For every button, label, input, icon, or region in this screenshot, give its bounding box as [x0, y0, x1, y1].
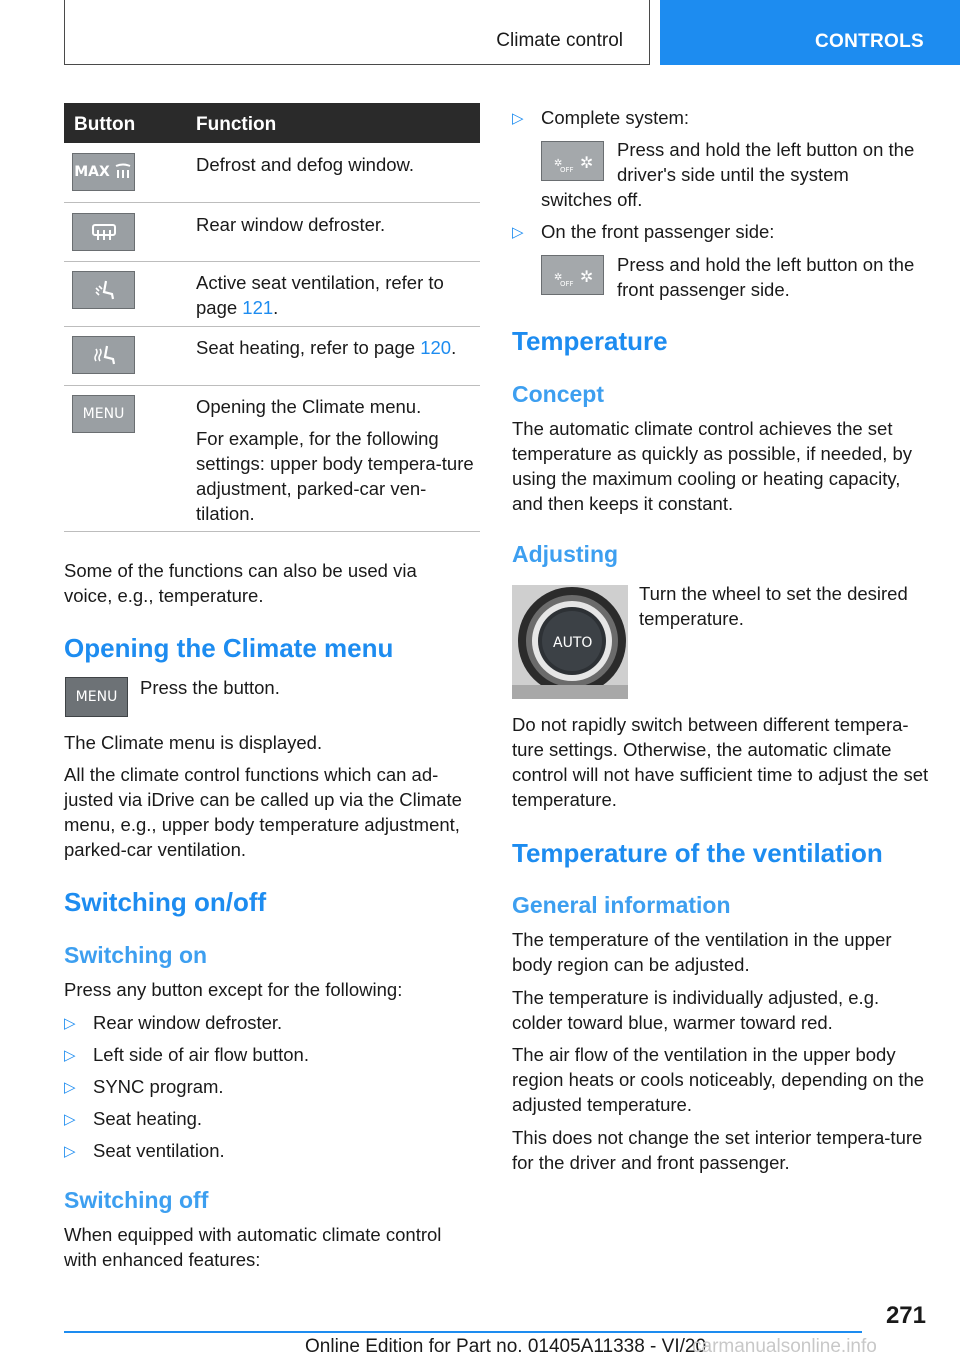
heading-temperature-ventilation: Temperature of the ventilation [512, 838, 883, 868]
seat-ventilation-icon [72, 271, 135, 309]
general-text-1: The temperature of the ventilation in the upper body region can be adjusted. [512, 929, 892, 975]
heading-general-information: General information [512, 892, 731, 918]
function-text: Defrost and defog window. [196, 154, 415, 175]
temperature-knob-image [512, 585, 628, 699]
table-header-function: Function [196, 114, 277, 135]
table-row [64, 203, 480, 262]
switching-on-text: Press any button except for the following: [64, 979, 403, 1000]
general-text-3: The air flow of the ventilation in the upper body region heats or cools noticeably, depending on the adjusted temperature. [512, 1044, 925, 1115]
function-text: Rear window defroster. [196, 214, 386, 235]
heading-switching-on: Switching on [64, 942, 208, 968]
complete-system-text-2: driver's side until the system [617, 164, 849, 185]
fan-off-button-icon [541, 141, 604, 181]
general-text-4: This does not change the set interior tempera-ture for the driver and front passenger. [512, 1127, 923, 1173]
all-functions-text: All the climate control functions which can ad-justed via iDrive can be called up via the Climate menu, e.g., upper body temperature adjustment, parked-car ventilation. [64, 764, 462, 860]
switching-off-text: When equipped with automatic climate control with enhanced features: [64, 1224, 442, 1270]
page-link-121[interactable]: 121 [242, 297, 274, 318]
header-section-box [64, 0, 650, 65]
svg-text:✲: ✲ [554, 158, 563, 169]
table-row [64, 327, 480, 386]
table-row [64, 143, 480, 203]
rear-defroster-icon [72, 213, 135, 251]
complete-system-text-1: Press and hold the left button on the [617, 139, 915, 160]
max-defrost-icon: MAX [72, 153, 135, 191]
concept-text: The automatic climate control achieves the set temperature as quickly as possible, if needed, by using the maximum cooling or heating capacity, and then keeps it constant. [512, 418, 913, 514]
page-number: 271 [885, 1302, 926, 1329]
svg-text:✲: ✲ [580, 153, 594, 172]
fan-off-button-icon [541, 255, 604, 295]
heading-opening-climate-menu: Opening the Climate menu [64, 633, 394, 663]
function-text: Seat heating, refer to page 120. [196, 337, 457, 358]
function-text: Opening the Climate menu. For example, for the following settings: upper body tempera-ture adjustment, parked-car ven-tilation. [196, 396, 474, 524]
header-chapter-title: CONTROLS [815, 31, 925, 52]
heading-concept: Concept [512, 381, 604, 407]
heading-adjusting: Adjusting [512, 541, 619, 567]
table-header [64, 103, 480, 143]
adjust-text-1: Turn the wheel to set the desired [639, 583, 908, 604]
function-text: Active seat ventilation, refer to page 121. [196, 272, 444, 318]
footer-divider [64, 1331, 862, 1333]
table-header-button: Button [74, 114, 136, 135]
general-text-2: The temperature is individually adjusted, e.g. colder toward blue, warmer toward red. [512, 987, 880, 1033]
svg-text:✲: ✲ [554, 272, 563, 283]
knob-auto-label: AUTO [553, 635, 593, 651]
button-function-table [64, 103, 480, 532]
adjust-warning-text: Do not rapidly switch between different tempera-ture settings. Otherwise, the automatic climate control will not have sufficient time to adjust the set temperature. [512, 714, 929, 810]
table-row [64, 262, 480, 327]
menu-button-icon: MENU [65, 677, 128, 717]
svg-text:OFF: OFF [560, 280, 574, 288]
header-chapter-tab [660, 0, 960, 65]
footer-watermark: carmanualsonline.info [692, 1336, 877, 1357]
intro-paragraph: Some of the functions can also be used via voice, e.g., temperature. [64, 560, 417, 606]
heading-temperature: Temperature [512, 326, 668, 356]
passenger-side-text-2: front passenger side. [617, 279, 790, 300]
page-link-120[interactable]: 120 [420, 337, 452, 358]
menu-icon: MENU [72, 395, 135, 433]
footer-edition: Online Edition for Part no. 01405A11338 - VI/20 [305, 1336, 707, 1357]
menu-displayed-text: The Climate menu is displayed. [64, 732, 323, 753]
seat-heating-icon [72, 336, 135, 374]
press-button-text: Press the button. [140, 677, 280, 698]
adjust-text-2: temperature. [639, 608, 744, 629]
svg-text:✲: ✲ [580, 267, 594, 286]
heading-switching-off: Switching off [64, 1187, 209, 1213]
heading-switching-on-off: Switching on/off [64, 887, 267, 917]
table-row [64, 386, 480, 532]
complete-system-text-3: switches off. [541, 189, 643, 210]
header-section-title: Climate control [496, 30, 623, 51]
passenger-side-text-1: Press and hold the left button on the [617, 254, 915, 275]
svg-text:OFF: OFF [560, 166, 574, 174]
